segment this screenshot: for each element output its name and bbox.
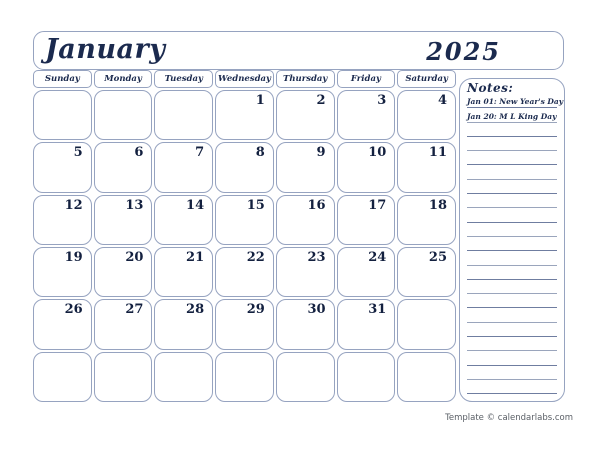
note-entry: Jan 01: New Year's Day — [467, 94, 557, 108]
note-entry: Jan 20: M L King Day — [467, 108, 557, 122]
note-blank-line — [467, 251, 557, 265]
weekday-header-tuesday: Tuesday — [154, 70, 213, 88]
weekday-header-friday: Friday — [337, 70, 396, 88]
note-blank-line — [467, 294, 557, 308]
day-cell-29: 29 — [215, 299, 274, 349]
day-cell-25: 25 — [397, 247, 456, 297]
day-cell-20: 20 — [94, 247, 153, 297]
weekday-header-sunday: Sunday — [33, 70, 92, 88]
day-cell-18: 18 — [397, 195, 456, 245]
day-cell-empty — [33, 90, 92, 140]
day-cell-17: 17 — [337, 195, 396, 245]
day-cell-3: 3 — [337, 90, 396, 140]
day-cell-15: 15 — [215, 195, 274, 245]
day-cell-4: 4 — [397, 90, 456, 140]
day-cell-13: 13 — [94, 195, 153, 245]
month-title: January — [45, 34, 166, 65]
weekday-header-saturday: Saturday — [397, 70, 456, 88]
day-cell-5: 5 — [33, 142, 92, 192]
note-blank-line — [467, 208, 557, 222]
note-blank-line — [467, 237, 557, 251]
note-blank-line — [467, 223, 557, 237]
note-blank-line — [467, 380, 557, 394]
day-cell-empty — [397, 299, 456, 349]
day-cell-empty — [154, 352, 213, 402]
day-cell-6: 6 — [94, 142, 153, 192]
day-cell-27: 27 — [94, 299, 153, 349]
day-cell-7: 7 — [154, 142, 213, 192]
day-cell-19: 19 — [33, 247, 92, 297]
day-cell-14: 14 — [154, 195, 213, 245]
note-blank-line — [467, 337, 557, 351]
weekday-header-monday: Monday — [94, 70, 153, 88]
note-blank-line — [467, 280, 557, 294]
day-cell-empty — [337, 352, 396, 402]
day-cell-26: 26 — [33, 299, 92, 349]
note-blank-line — [467, 308, 557, 322]
weekday-header-thursday: Thursday — [276, 70, 335, 88]
day-cell-23: 23 — [276, 247, 335, 297]
note-blank-line — [467, 151, 557, 165]
day-cell-empty — [215, 352, 274, 402]
day-cell-2: 2 — [276, 90, 335, 140]
title-bar — [33, 31, 564, 70]
day-cell-1: 1 — [215, 90, 274, 140]
day-cell-empty — [154, 90, 213, 140]
note-blank-line — [467, 165, 557, 179]
day-cell-empty — [33, 352, 92, 402]
day-cell-empty — [397, 352, 456, 402]
notes-title: Notes: — [467, 81, 514, 95]
notes-panel — [459, 78, 565, 402]
note-blank-line — [467, 366, 557, 380]
note-blank-line — [467, 180, 557, 194]
day-cell-10: 10 — [337, 142, 396, 192]
calendar-grid — [33, 70, 456, 402]
day-cell-28: 28 — [154, 299, 213, 349]
day-cell-30: 30 — [276, 299, 335, 349]
note-blank-line — [467, 137, 557, 151]
note-blank-line — [467, 123, 557, 137]
day-cell-9: 9 — [276, 142, 335, 192]
day-cell-12: 12 — [33, 195, 92, 245]
day-cell-11: 11 — [397, 142, 456, 192]
day-cell-31: 31 — [337, 299, 396, 349]
notes-lines — [467, 94, 564, 394]
day-cell-16: 16 — [276, 195, 335, 245]
note-blank-line — [467, 194, 557, 208]
note-blank-line — [467, 323, 557, 337]
footer-credit: Template © calendarlabs.com — [445, 413, 573, 423]
day-cell-8: 8 — [215, 142, 274, 192]
day-cell-empty — [276, 352, 335, 402]
year-title: 2025 — [426, 37, 501, 66]
day-cell-22: 22 — [215, 247, 274, 297]
day-cell-24: 24 — [337, 247, 396, 297]
note-blank-line — [467, 266, 557, 280]
day-cell-21: 21 — [154, 247, 213, 297]
note-blank-line — [467, 351, 557, 365]
day-cell-empty — [94, 90, 153, 140]
day-cell-empty — [94, 352, 153, 402]
weekday-header-wednesday: Wednesday — [215, 70, 274, 88]
